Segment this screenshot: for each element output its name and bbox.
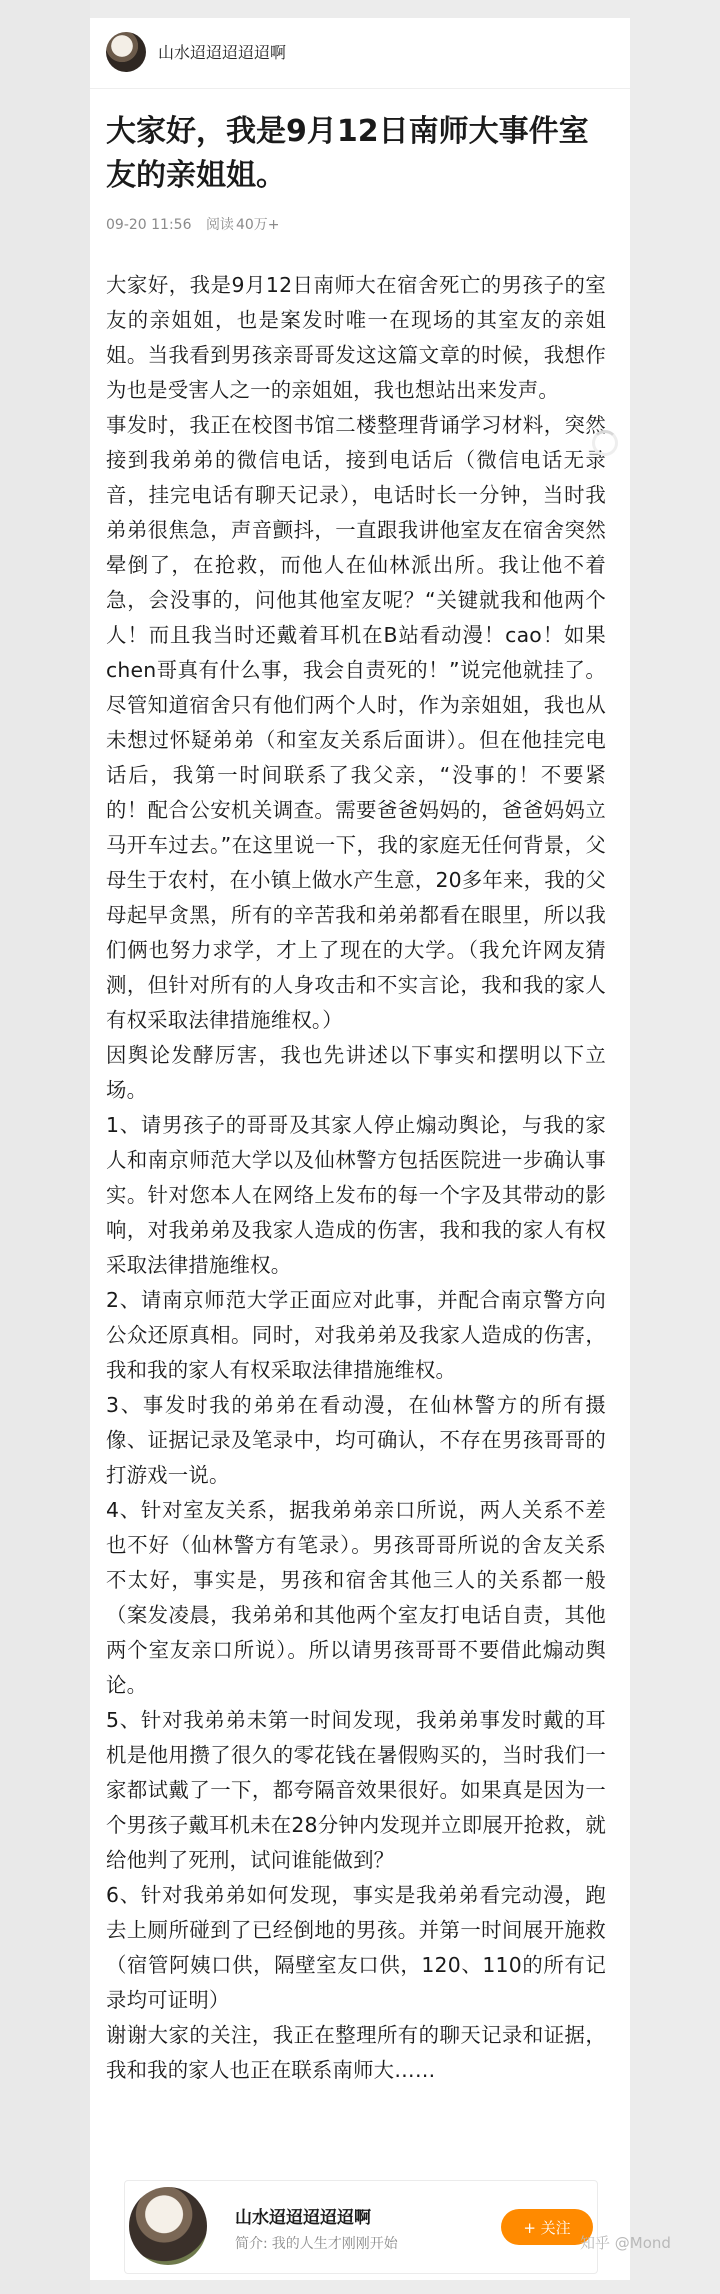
- paragraph: 大家好，我是9月12日南师大在宿舍死亡的男孩子的室友的亲姐姐，也是案发时唯一在现场的其室友的亲姐姐。当我看到男孩亲哥哥发这这篇文章的时候，我想作为也是受害人之一的亲姐姐，我也想站出来发声。: [106, 273, 606, 402]
- paragraph: 6、针对我弟弟如何发现，事实是我弟弟看完动漫，跑去上厕所碰到了已经倒地的男孩。并第一时间展开施救（宿管阿姨口供，隔壁室友口供，120、110的所有记录均可证明）: [106, 1883, 606, 2012]
- author-name[interactable]: 山水迢迢迢迢迢啊: [158, 43, 287, 62]
- watermark: 知乎 @Mond: [580, 2234, 671, 2252]
- read-label: 阅读: [205, 217, 234, 233]
- bio-text: 我的人生才刚刚开始: [271, 2236, 398, 2252]
- author-card-name[interactable]: 山水迢迢迢迢迢啊: [235, 2208, 371, 2228]
- paragraph: 4、针对室友关系，据我弟弟亲口所说，两人关系不差也不好（仙林警方有笔录）。男孩哥哥所说的舍友关系不太好，事实是，男孩和宿舍其他三人的关系都一般（案发凌晨，我弟弟和其他两个室友打电话自责，其他两个室友亲口所说）。所以请男孩哥哥不要借此煽动舆论。: [106, 1498, 606, 1697]
- paragraph: 5、针对我弟弟未第一时间发现，我弟弟事发时戴的耳机是他用攒了很久的零花钱在暑假购买的，当时我们一家都试戴了一下，都夸隔音效果很好。如果真是因为一个男孩子戴耳机未在28分钟内发现并立即展开抢救，就给他判了死刑，试问谁能做到？: [106, 1708, 606, 1872]
- loading-spinner-icon: [592, 430, 618, 456]
- author-avatar[interactable]: [129, 2187, 207, 2265]
- bio-label: 简介:: [235, 2236, 268, 2252]
- read-count: 40万+: [235, 217, 280, 233]
- article-card: [90, 18, 630, 2280]
- author-card[interactable]: [124, 2180, 598, 2274]
- author-header[interactable]: [90, 18, 630, 89]
- paragraph: 1、请男孩子的哥哥及其家人停止煽动舆论，与我的家人和南京师范大学以及仙林警方包括医院进一步确认事实。针对您本人在网络上发布的每一个字及其带动的影响，对我弟弟及我家人造成的伤害，我和我的家人有权采取法律措施维权。: [106, 1113, 606, 1277]
- follow-button[interactable]: + 关注: [501, 2209, 593, 2245]
- right-margin: [630, 0, 720, 2294]
- article-meta: [106, 214, 289, 234]
- paragraph: 因舆论发酵厉害，我也先讲述以下事实和摆明以下立场。: [106, 1043, 606, 1102]
- paragraph: 3、事发时我的弟弟在看动漫，在仙林警方的所有摄像、证据记录及笔录中，均可确认，不存在男孩哥哥的打游戏一说。: [106, 1393, 606, 1487]
- publish-date: 09-20 11:56: [106, 217, 192, 233]
- paragraph: 事发时，我正在校图书馆二楼整理背诵学习材料，突然接到我弟弟的微信电话，接到电话后（微信电话无录音，挂完电话有聊天记录），电话时长一分钟，当时我弟弟很焦急，声音颤抖，一直跟我讲他室友在宿舍突然晕倒了，在抢救，而他人在仙林派出所。我让他不着急，会没事的，问他其他室友呢？“关键就我和他两个人！而且我当时还戴着耳机在B站看动漫！cao！如果chen哥真有什么事，我会自责死的！”说完他就挂了。尽管知道宿舍只有他们两个人时，作为亲姐姐，我也从未想过怀疑弟弟（和室友关系后面讲）。但在他挂完电话后，我第一时间联系了我父亲，“没事的！不要紧的！配合公安机关调查。需要爸爸妈妈的，爸爸妈妈立马开车过去。”在这里说一下，我的家庭无任何背景，父母生于农村，在小镇上做水产生意，20多年来，我的父母起早贪黑，所有的辛苦我和弟弟都看在眼里，所以我们俩也努力求学，才上了现在的大学。（我允许网友猜测，但针对所有的人身攻击和不实言论，我和我的家人有权采取法律措施维权。）: [106, 413, 606, 1032]
- paragraph: 谢谢大家的关注，我正在整理所有的聊天记录和证据，我和我的家人也正在联系南师大……: [106, 2023, 606, 2082]
- paragraph: 2、请南京师范大学正面应对此事，并配合南京警方向公众还原真相。同时，对我弟弟及我家人造成的伤害，我和我的家人有权采取法律措施维权。: [106, 1288, 606, 1382]
- article-title: 大家好，我是9月12日南师大事件室友的亲姐姐。: [106, 114, 589, 193]
- left-margin: [0, 0, 90, 2294]
- author-bio: [235, 2233, 402, 2253]
- avatar[interactable]: [106, 32, 146, 72]
- article-body: [106, 268, 606, 2088]
